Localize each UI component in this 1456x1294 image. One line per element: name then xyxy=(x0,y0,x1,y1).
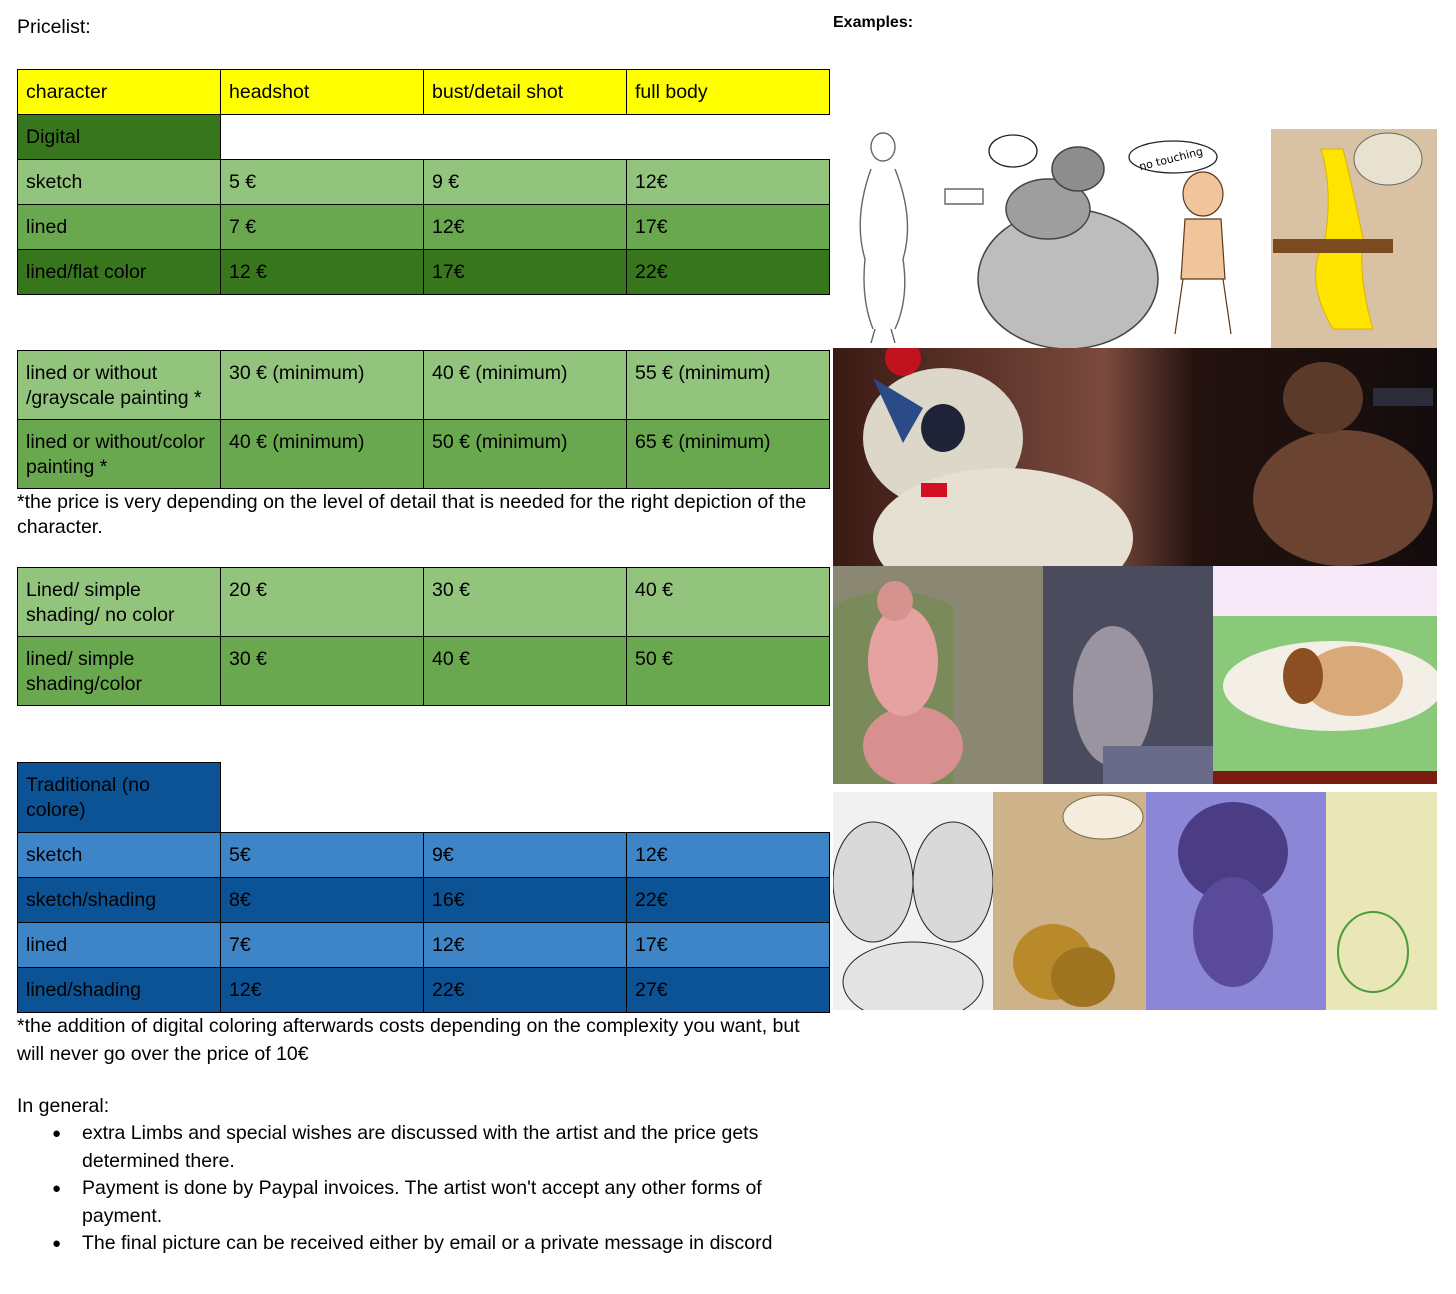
price-full-body: 40 € xyxy=(627,568,830,637)
table-row xyxy=(18,205,830,250)
price-headshot: 5 € xyxy=(221,160,424,205)
table-row xyxy=(18,250,830,295)
header-full-body: full body xyxy=(627,70,830,115)
price-full-body: 12€ xyxy=(627,833,830,878)
traditional-note: *the addition of digital coloring afterwards costs depending on the complexity you want, but will never go over the price of 10€ xyxy=(17,1015,800,1065)
price-headshot: 40 € (minimum) xyxy=(221,420,424,489)
section-label-digital: Digital xyxy=(18,115,221,160)
row-label: lined/shading xyxy=(18,968,221,1013)
price-full-body: 12€ xyxy=(627,160,830,205)
table-row xyxy=(18,568,830,637)
example-image-row-2 xyxy=(833,348,1437,566)
table-row xyxy=(18,968,830,1013)
price-bust: 50 € (minimum) xyxy=(424,420,627,489)
header-bust: bust/detail shot xyxy=(424,70,627,115)
price-bust: 22€ xyxy=(424,968,627,1013)
row-label: sketch xyxy=(18,833,221,878)
section-row-traditional xyxy=(18,763,830,833)
traditional-price-table xyxy=(17,762,830,1013)
example-image-row-4 xyxy=(833,792,1437,1010)
row-label: lined or without/color painting * xyxy=(18,420,221,489)
general-title: In general: xyxy=(17,1095,110,1117)
example-artwork-sketches xyxy=(833,129,1437,348)
price-headshot: 30 € xyxy=(221,637,424,706)
price-full-body: 22€ xyxy=(627,250,830,295)
price-headshot: 12€ xyxy=(221,968,424,1013)
price-bust: 9 € xyxy=(424,160,627,205)
table-row xyxy=(18,923,830,968)
example-image-row-3 xyxy=(833,566,1437,784)
row-label: lined/ simple shading/color xyxy=(18,637,221,706)
price-full-body: 65 € (minimum) xyxy=(627,420,830,489)
section-row-digital xyxy=(18,115,830,160)
price-headshot: 5€ xyxy=(221,833,424,878)
header-character: character xyxy=(18,70,221,115)
page-title: Pricelist: xyxy=(17,16,91,38)
price-full-body: 27€ xyxy=(627,968,830,1013)
price-bust: 17€ xyxy=(424,250,627,295)
price-headshot: 20 € xyxy=(221,568,424,637)
row-label: sketch xyxy=(18,160,221,205)
price-bust: 30 € xyxy=(424,568,627,637)
price-bust: 40 € xyxy=(424,637,627,706)
price-headshot: 12 € xyxy=(221,250,424,295)
price-full-body: 17€ xyxy=(627,205,830,250)
price-bust: 16€ xyxy=(424,878,627,923)
row-label: lined or without /grayscale painting * xyxy=(18,351,221,420)
table-row xyxy=(18,878,830,923)
table-row xyxy=(18,420,830,489)
price-bust: 12€ xyxy=(424,923,627,968)
price-full-body: 17€ xyxy=(627,923,830,968)
painting-note: *the price is very depending on the level of detail that is needed for the right depiction of the character. xyxy=(17,491,807,538)
table-header-row xyxy=(18,70,830,115)
price-full-body: 22€ xyxy=(627,878,830,923)
price-full-body: 50 € xyxy=(627,637,830,706)
price-headshot: 30 € (minimum) xyxy=(221,351,424,420)
example-artwork-traditional xyxy=(833,792,1437,1010)
price-bust: 12€ xyxy=(424,205,627,250)
table-row xyxy=(18,351,830,420)
table-row xyxy=(18,160,830,205)
general-list xyxy=(40,1120,802,1258)
row-label: lined/flat color xyxy=(18,250,221,295)
painting-price-table xyxy=(17,350,830,489)
price-headshot: 7 € xyxy=(221,205,424,250)
row-label: Lined/ simple shading/ no color xyxy=(18,568,221,637)
row-label: sketch/shading xyxy=(18,878,221,923)
digital-price-table xyxy=(17,69,830,295)
table-row xyxy=(18,637,830,706)
price-headshot: 7€ xyxy=(221,923,424,968)
table-row xyxy=(18,833,830,878)
example-image-row-1 xyxy=(833,129,1437,348)
example-artwork-paintings xyxy=(833,348,1437,566)
price-bust: 40 € (minimum) xyxy=(424,351,627,420)
section-label-traditional: Traditional (no colore) xyxy=(18,763,221,833)
price-bust: 9€ xyxy=(424,833,627,878)
header-headshot: headshot xyxy=(221,70,424,115)
speech-bubble-text: no touching xyxy=(1137,144,1205,174)
price-headshot: 8€ xyxy=(221,878,424,923)
price-full-body: 55 € (minimum) xyxy=(627,351,830,420)
list-item: ● extra Limbs and special wishes are discussed with the artist and the price gets determined there. xyxy=(82,1120,802,1175)
list-item: ● The final picture can be received either by email or a private message in discord xyxy=(82,1230,802,1258)
example-artwork-colored xyxy=(833,566,1437,784)
examples-title: Examples: xyxy=(833,14,914,31)
list-item: ● Payment is done by Paypal invoices. The artist won't accept any other forms of payment. xyxy=(82,1175,802,1230)
row-label: lined xyxy=(18,923,221,968)
shading-price-table xyxy=(17,567,830,706)
row-label: lined xyxy=(18,205,221,250)
